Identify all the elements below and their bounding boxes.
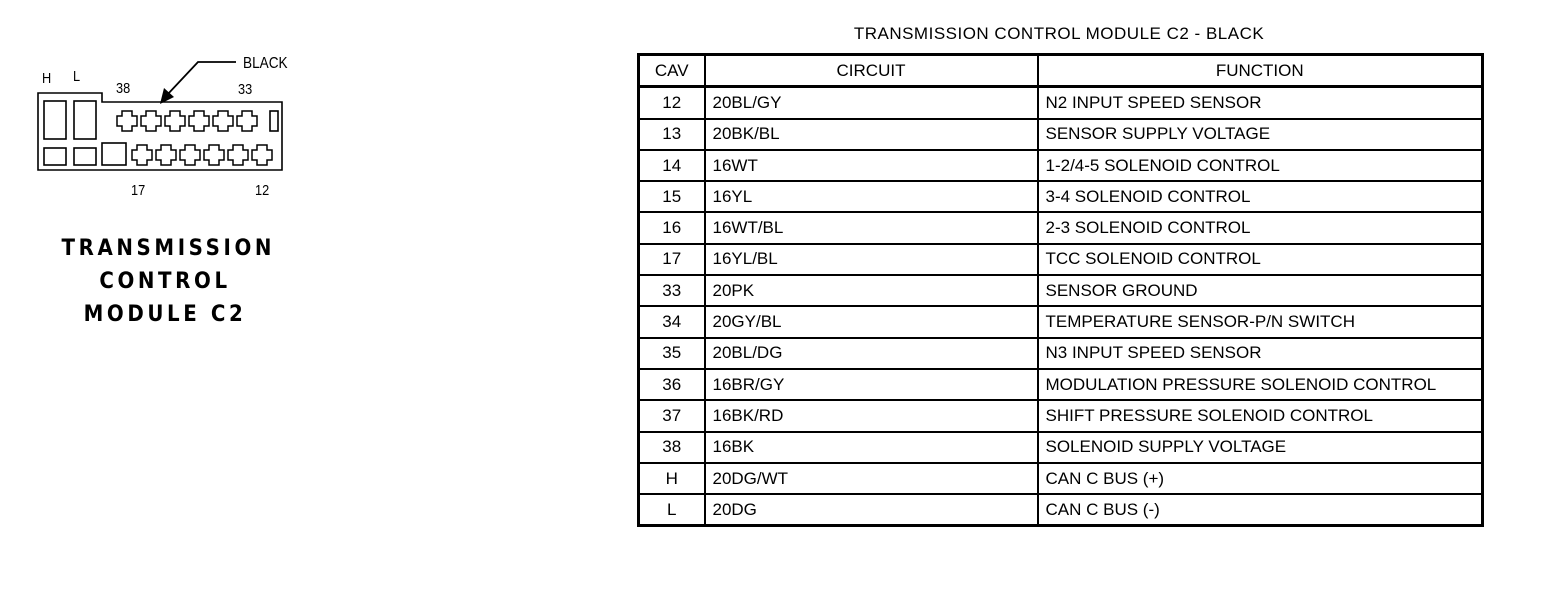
table-row (639, 432, 1483, 463)
pin-cavity (252, 145, 272, 165)
function-cell: 2-3 SOLENOID CONTROL (1038, 212, 1483, 243)
connector-title-line: TRANSMISSION (61, 236, 276, 261)
cav-cell: 33 (639, 275, 705, 306)
label-pin-12: 12 (255, 182, 270, 199)
circuit-cell: 16WT/BL (705, 212, 1038, 243)
pin-cavity (117, 111, 137, 131)
cav-cell: 12 (639, 87, 705, 119)
pin-cavity (141, 111, 161, 131)
cav-cell: 13 (639, 119, 705, 150)
cav-cell: 34 (639, 306, 705, 337)
circuit-cell: 20DG (705, 494, 1038, 526)
function-cell: SHIFT PRESSURE SOLENOID CONTROL (1038, 400, 1483, 431)
circuit-cell: 16WT (705, 150, 1038, 181)
connector-face-diagram (0, 0, 300, 210)
pin-cavity (237, 111, 257, 131)
cav-cell: 14 (639, 150, 705, 181)
label-pin-33: 33 (238, 81, 253, 98)
pin-cavity (132, 145, 152, 165)
function-cell: SENSOR SUPPLY VOLTAGE (1038, 119, 1483, 150)
label-pin-17: 17 (131, 182, 146, 199)
label-pin-38: 38 (116, 80, 131, 97)
pin-cavity (156, 145, 176, 165)
cav-cell: 15 (639, 181, 705, 212)
table-row (639, 275, 1483, 306)
function-cell: N3 INPUT SPEED SENSOR (1038, 338, 1483, 369)
cav-cell: 35 (639, 338, 705, 369)
table-header-row (639, 55, 1483, 87)
header-function: FUNCTION (1038, 55, 1483, 87)
function-cell: 1-2/4-5 SOLENOID CONTROL (1038, 150, 1483, 181)
pin-cavity (228, 145, 248, 165)
cavity-small (102, 143, 126, 165)
function-cell: CAN C BUS (+) (1038, 463, 1483, 494)
pin-cavity (213, 111, 233, 131)
table-row (639, 400, 1483, 431)
pinout-table (637, 53, 1484, 527)
cav-cell: 36 (639, 369, 705, 400)
header-cav: CAV (639, 55, 705, 87)
table-row (639, 150, 1483, 181)
function-cell: TEMPERATURE SENSOR-P/N SWITCH (1038, 306, 1483, 337)
table-row (639, 87, 1483, 119)
cav-cell: L (639, 494, 705, 526)
circuit-cell: 16BR/GY (705, 369, 1038, 400)
function-cell: N2 INPUT SPEED SENSOR (1038, 87, 1483, 119)
connector-title-line: MODULE C2 (83, 302, 247, 327)
circuit-cell: 16YL (705, 181, 1038, 212)
black-pointer-line (167, 62, 236, 95)
cavity-small (74, 148, 96, 165)
function-cell: SENSOR GROUND (1038, 275, 1483, 306)
cav-cell: 37 (639, 400, 705, 431)
function-cell: CAN C BUS (-) (1038, 494, 1483, 526)
pin-cavity (180, 145, 200, 165)
cav-cell: H (639, 463, 705, 494)
label-connector-color: BLACK (243, 55, 288, 72)
cavity-l (74, 101, 96, 139)
function-cell: TCC SOLENOID CONTROL (1038, 244, 1483, 275)
circuit-cell: 20DG/WT (705, 463, 1038, 494)
circuit-cell: 20GY/BL (705, 306, 1038, 337)
circuit-cell: 16YL/BL (705, 244, 1038, 275)
circuit-cell: 16BK/RD (705, 400, 1038, 431)
table-row (639, 306, 1483, 337)
cav-cell: 38 (639, 432, 705, 463)
table-row (639, 463, 1483, 494)
cavity-small (44, 148, 66, 165)
function-cell: SOLENOID SUPPLY VOLTAGE (1038, 432, 1483, 463)
label-l: L (73, 68, 81, 85)
cavity-h (44, 101, 66, 139)
table-title: TRANSMISSION CONTROL MODULE C2 - BLACK (853, 24, 1265, 43)
circuit-cell: 20BL/GY (705, 87, 1038, 119)
header-circuit: CIRCUIT (705, 55, 1038, 87)
table-row (639, 244, 1483, 275)
function-cell: 3-4 SOLENOID CONTROL (1038, 181, 1483, 212)
circuit-cell: 16BK (705, 432, 1038, 463)
circuit-cell: 20PK (705, 275, 1038, 306)
table-row (639, 338, 1483, 369)
circuit-cell: 20BK/BL (705, 119, 1038, 150)
table-row (639, 181, 1483, 212)
pin-cavity (165, 111, 185, 131)
table-row (639, 212, 1483, 243)
connector-title (61, 232, 276, 331)
pin-cavity (189, 111, 209, 131)
table-row (639, 369, 1483, 400)
cavity-slot (270, 111, 278, 131)
label-h: H (42, 70, 52, 87)
pin-cavity (204, 145, 224, 165)
table-row (639, 119, 1483, 150)
cav-cell: 16 (639, 212, 705, 243)
cav-cell: 17 (639, 244, 705, 275)
circuit-cell: 20BL/DG (705, 338, 1038, 369)
table-row (639, 494, 1483, 526)
connector-title-line: CONTROL (99, 269, 231, 294)
function-cell: MODULATION PRESSURE SOLENOID CONTROL (1038, 369, 1483, 400)
